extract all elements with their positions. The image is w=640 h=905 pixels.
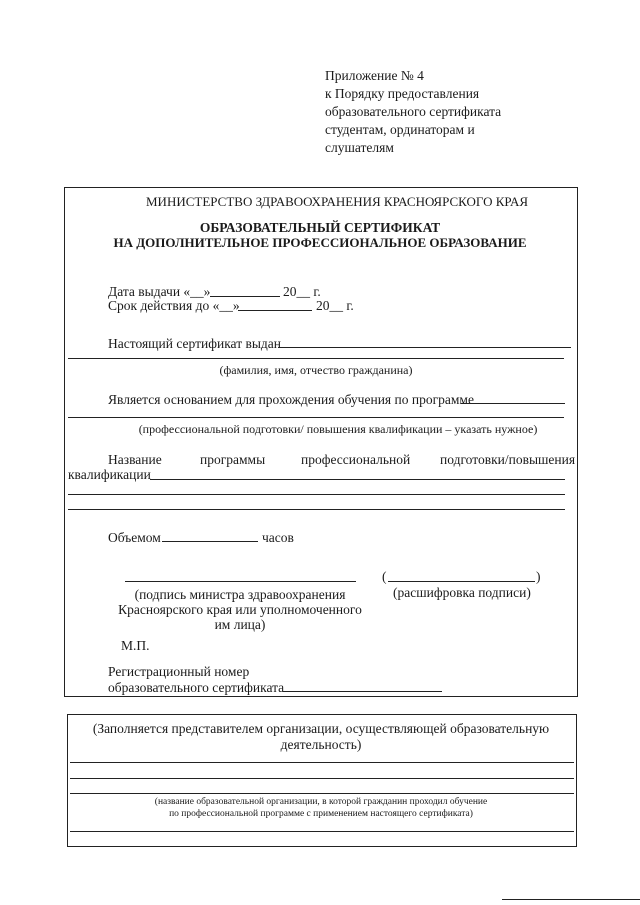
basis-field[interactable] (461, 403, 565, 404)
program-line2: квалификации (68, 467, 151, 482)
volume-label: Объемом (108, 530, 161, 545)
certificate-title: ОБРАЗОВАТЕЛЬНЫЙ СЕРТИФИКАТ (199, 220, 441, 235)
organization-header: (Заполняется представителем организации, осуществляющей образовательную (92, 721, 550, 736)
reg-number-label-line2: образовательного сертификата (108, 680, 285, 695)
basis-label: Является основанием для прохождения обучения по программе (108, 392, 474, 407)
signature-hint: им лица) (214, 617, 266, 632)
decode-field[interactable] (388, 581, 535, 582)
appendix-line: студентам, ординаторам и (325, 122, 475, 137)
volume-field[interactable] (162, 541, 258, 542)
organization-header-line2: деятельность) (280, 737, 362, 752)
organization-field-line3[interactable] (70, 793, 574, 794)
valid-until-year: 20__ г. (316, 298, 354, 313)
decode-close-paren: ) (536, 569, 541, 584)
program-word: Название (108, 452, 162, 467)
appendix-line: слушателям (325, 140, 394, 155)
program-word: подготовки/повышения (440, 452, 576, 467)
signature-hint: Красноярского края или уполномоченного (118, 602, 362, 617)
scan-edge-line (502, 899, 640, 900)
organization-hint-line2: по профессиональной программе с применением настоящего сертификата) (169, 809, 473, 819)
appendix-line: образовательного сертификата (325, 104, 502, 119)
organization-field-line2[interactable] (70, 778, 574, 779)
organization-field-line4[interactable] (70, 831, 574, 832)
issued-to-hint: (фамилия, имя, отчество гражданина) (219, 363, 413, 377)
issued-to-field-line2[interactable] (68, 358, 564, 359)
signature-field[interactable] (125, 581, 356, 582)
seal-mark: М.П. (121, 638, 150, 653)
ministry-name: МИНИСТЕРСТВО ЗДРАВООХРАНЕНИЯ КРАСНОЯРСКОГО КРАЯ (146, 194, 529, 209)
issue-date-year: 20__ г. (283, 284, 321, 299)
appendix-line: к Порядку предоставления (325, 86, 480, 101)
signature-hint: (подпись министра здравоохранения (134, 587, 346, 602)
organization-hint: (название образовательной организации, в которой гражданин проходил обучение (154, 797, 488, 807)
program-word: программы (200, 452, 266, 467)
certificate-subtitle: НА ДОПОЛНИТЕЛЬНОЕ ПРОФЕССИОНАЛЬНОЕ ОБРАЗОВАНИЕ (113, 235, 527, 250)
program-field-line2[interactable] (68, 494, 565, 495)
reg-number-field[interactable] (283, 691, 442, 692)
basis-hint: (профессиональной подготовки/ повышения квалификации – указать нужное) (138, 422, 538, 436)
issue-date-label: Дата выдачи «__» (108, 284, 211, 299)
program-field[interactable] (150, 479, 565, 480)
volume-unit: часов (262, 530, 294, 545)
decode-hint: (расшифровка подписи) (393, 585, 531, 600)
organization-field[interactable] (70, 762, 574, 763)
issued-to-field[interactable] (278, 347, 571, 348)
program-field-line3[interactable] (68, 509, 565, 510)
valid-until-field[interactable] (238, 310, 312, 311)
basis-field-line2[interactable] (68, 417, 564, 418)
decode-open-paren: ( (382, 569, 387, 584)
valid-until-label: Срок действия до «__» (108, 298, 240, 313)
program-word: профессиональной (301, 452, 411, 467)
reg-number-label: Регистрационный номер (108, 664, 250, 679)
issued-to-label: Настоящий сертификат выдан (108, 336, 281, 351)
appendix-line: Приложение № 4 (325, 68, 424, 83)
